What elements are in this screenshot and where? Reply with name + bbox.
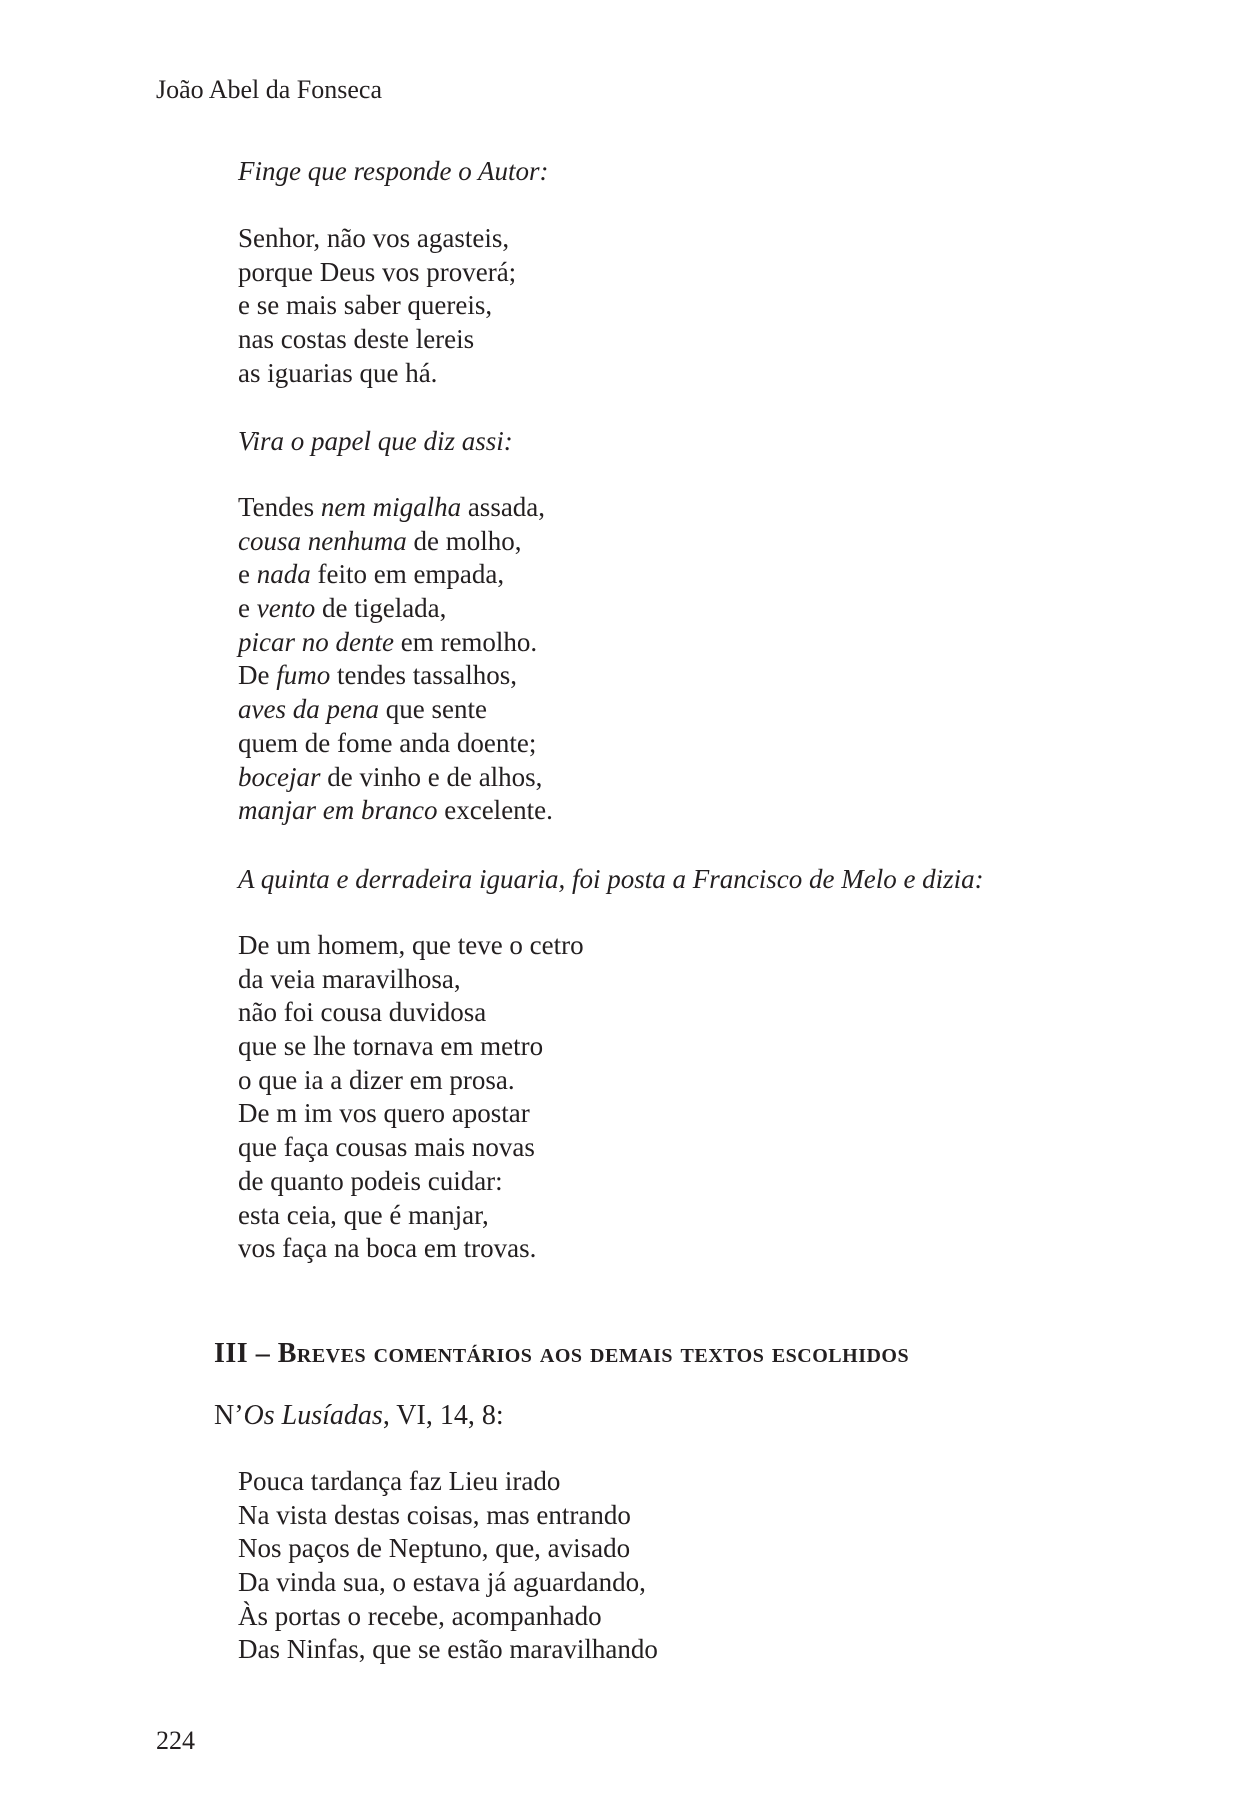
- verse-line: [238, 558, 553, 592]
- section-title: Breves comentários aos demais textos escolhidos: [277, 1338, 910, 1369]
- verse-text: que sente: [378, 694, 487, 725]
- verse-line: [238, 794, 553, 828]
- verse-line: vos faça na boca em trovas.: [238, 1233, 537, 1264]
- citation-work: Os Lusíadas: [243, 1400, 383, 1431]
- verse-line: De m im vos quero apostar: [238, 1098, 530, 1129]
- verse-line: Às portas o recebe, acompanhado: [238, 1600, 602, 1631]
- citation-line: [214, 1398, 504, 1434]
- verse-line: esta ceia, que é manjar,: [238, 1199, 489, 1230]
- verse-line: não foi cousa duvidosa: [238, 997, 487, 1028]
- verse-line: Senhor, não vos agasteis,: [238, 223, 510, 253]
- stage-direction-1: Finge que responde o Autor:: [238, 156, 549, 186]
- verse-text: de tigelada,: [315, 593, 447, 624]
- verse-italic: cousa nenhuma: [238, 525, 407, 556]
- verse-line: o que ia a dizer em prosa.: [238, 1064, 515, 1095]
- verse-text: feito em empada,: [310, 559, 505, 590]
- verse-text: quem de fome anda doente;: [238, 727, 537, 758]
- verse-italic: nem migalha: [320, 492, 462, 522]
- verse-text: assada,: [461, 492, 546, 522]
- verse-text: e: [238, 593, 257, 624]
- stanza-2: [238, 491, 553, 828]
- verse-line: as iguarias que há.: [238, 357, 438, 388]
- verse-line: porque Deus vos proverá;: [238, 256, 517, 287]
- verse-line: De um homem, que teve o cetro: [238, 930, 584, 960]
- verse-italic: vento: [256, 593, 316, 624]
- verse-line: Pouca tardança faz Lieu irado: [238, 1466, 561, 1496]
- verse-line: de quanto podeis cuidar:: [238, 1165, 503, 1196]
- verse-line: e se mais saber quereis,: [238, 290, 493, 321]
- stanza-4: [238, 1465, 658, 1667]
- verse-text: De: [238, 660, 277, 691]
- stage-direction-3: A quinta e derradeira iguaria, foi posta a Francisco de Melo e dizia:: [238, 864, 984, 894]
- verse-line: [238, 693, 553, 727]
- verse-italic: manjar em branco: [238, 795, 438, 826]
- stanza-1: [238, 222, 516, 390]
- stanza-3: [238, 929, 584, 1266]
- verse-line: que se lhe tornava em metro: [238, 1031, 544, 1062]
- verse-line: Da vinda sua, o estava já aguardando,: [238, 1567, 646, 1598]
- verse-text: e: [238, 559, 257, 590]
- verse-line: [238, 659, 553, 693]
- citation-prefix: N’: [214, 1400, 244, 1431]
- verse-line: [238, 525, 553, 559]
- verse-line: [238, 592, 553, 626]
- section-number: III –: [214, 1338, 278, 1369]
- verse-line: [238, 727, 553, 761]
- verse-line: [238, 626, 553, 660]
- verse-line: Nos paços de Neptuno, que, avisado: [238, 1533, 631, 1564]
- verse-line: nas costas deste lereis: [238, 324, 475, 355]
- verse-line: [238, 761, 553, 795]
- section-heading: [214, 1336, 909, 1372]
- verse-text: de molho,: [406, 525, 522, 556]
- verse-italic: aves da pena: [238, 694, 379, 725]
- verse-text: excelente.: [437, 795, 553, 826]
- verse-line: Na vista destas coisas, mas entrando: [238, 1499, 631, 1530]
- citation-ref: , VI, 14, 8:: [382, 1400, 504, 1431]
- verse-italic: bocejar: [238, 761, 321, 792]
- verse-italic: picar no dente: [238, 626, 394, 657]
- verse-italic: nada: [256, 559, 311, 590]
- verse-text: em remolho.: [393, 626, 538, 657]
- verse-line: da veia maravilhosa,: [238, 963, 461, 994]
- verse-text: de vinho e de alhos,: [320, 761, 543, 792]
- verse-line: [238, 491, 553, 525]
- verse-text: tendes tassalhos,: [330, 660, 517, 691]
- verse-line: Das Ninfas, que se estão maravilhando: [238, 1634, 658, 1665]
- stage-direction-2: Vira o papel que diz assi:: [238, 426, 513, 456]
- running-header: João Abel da Fonseca: [156, 75, 383, 104]
- verse-text: Tendes: [238, 492, 321, 522]
- verse-italic: fumo: [276, 660, 331, 691]
- page-number: 224: [156, 1726, 195, 1755]
- verse-line: que faça cousas mais novas: [238, 1132, 535, 1163]
